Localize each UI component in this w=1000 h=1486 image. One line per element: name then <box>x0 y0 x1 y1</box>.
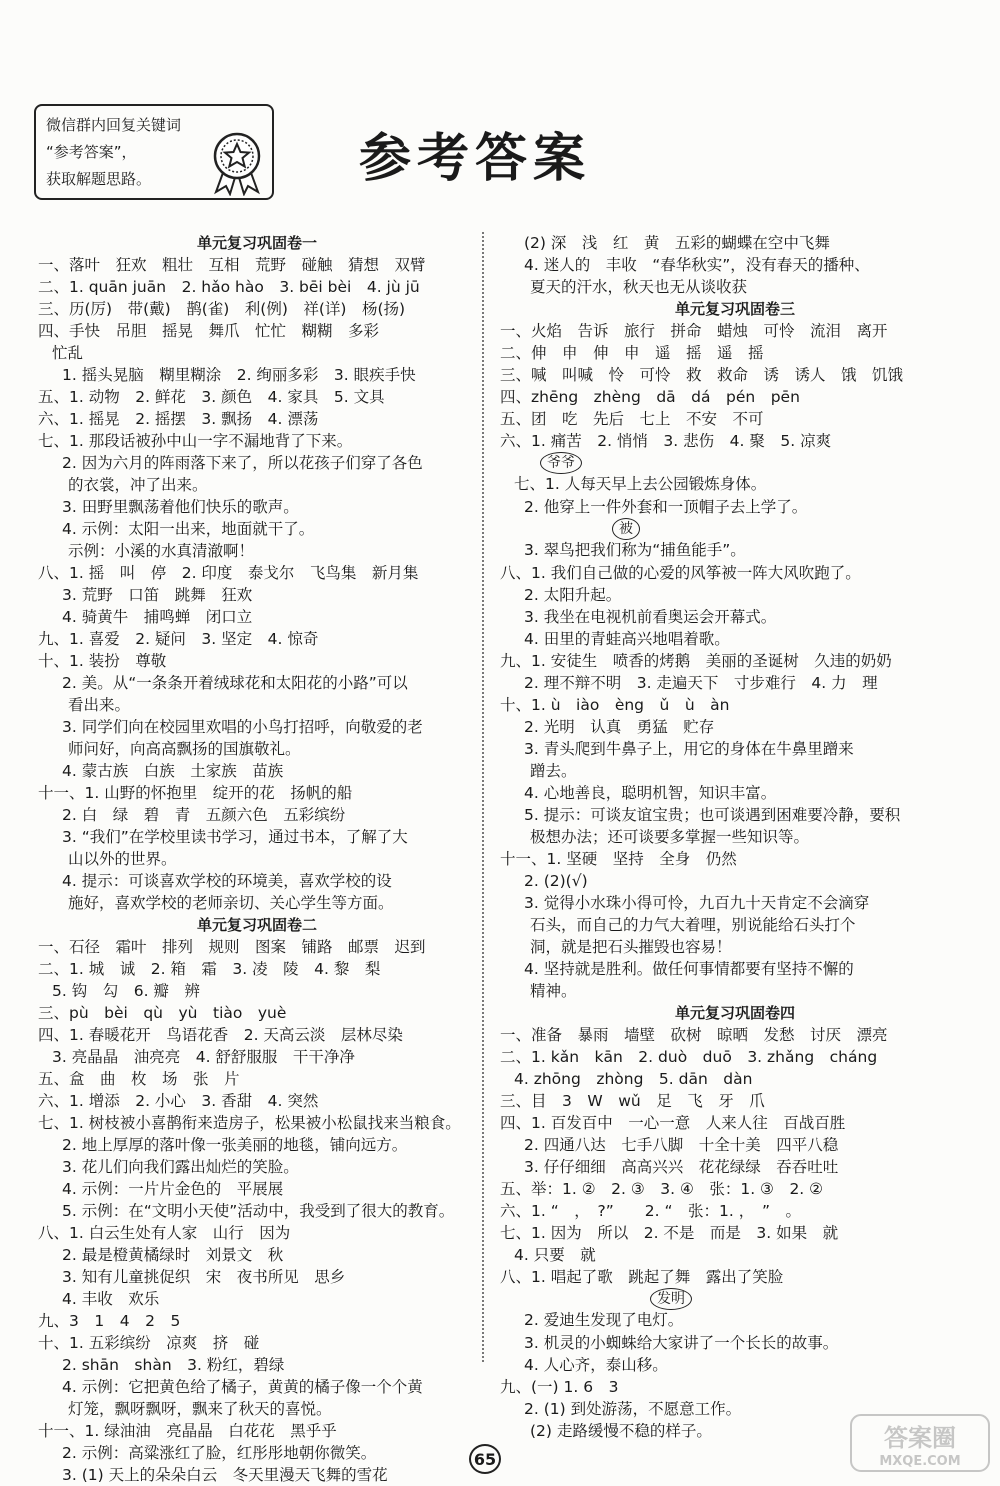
answer-line: 4. 骑黄牛 捕鸣蝉 闭口立 <box>62 608 253 626</box>
answer-line: 3. “我们”在学校里读书学习，通过书本，了解了大 <box>62 828 408 846</box>
answer-line: 2. (1) 到处游荡，不愿意工作。 <box>524 1400 742 1418</box>
answer-text: 七、1. 人每天早上去公园锻炼身体。 <box>514 475 767 493</box>
answer-line: 山以外的世界。 <box>68 850 177 868</box>
answer-line: 施好，喜欢学校的老师亲切、关心学生等方面。 <box>68 894 394 912</box>
answer-line: 3. 知有儿童挑促织 宋 夜书所见 思乡 <box>62 1268 346 1286</box>
answer-line: 3. (1) 天上的朵朵白云 冬天里漫天飞舞的雪花 <box>62 1466 388 1484</box>
answer-line: 夏天的汗水，秋天也无从谈收获 <box>530 278 748 296</box>
answer-line: 一、火焰 告诉 旅行 拼命 蜡烛 可怜 流泪 离开 <box>500 322 888 340</box>
answer-line: 3. 觉得小水珠小得可怜，九百九十天肯定不会滴穿 <box>524 894 870 912</box>
answer-line: 3. 同学们向在校园里欢唱的小鸟打招呼，向敬爱的老 <box>62 718 423 736</box>
answer-line-annotated <box>500 518 970 562</box>
answer-line: 五、举：1. ② 2. ③ 3. ④ 张：1. ③ 2. ② <box>500 1180 824 1198</box>
answer-line: 4. 提示：可谈喜欢学校的环境美，喜欢学校的设 <box>62 872 392 890</box>
section-heading: 单元复习巩固卷一 <box>196 234 317 252</box>
answer-line-annotated <box>500 1288 970 1332</box>
answer-line: 二、1. quān juān 2. hǎo hào 3. bēi bèi 4. jù jū <box>38 278 420 296</box>
answer-line: 4. 心地善良，聪明机智，知识丰富。 <box>524 784 777 802</box>
left-answer-column <box>38 232 476 1486</box>
answer-line: 1. 摇头晃脑 糊里糊涂 2. 绚丽多彩 3. 眼疾手快 <box>62 366 416 384</box>
answer-line: 3. 仔仔细细 高高兴兴 花花绿绿 吞吞吐吐 <box>524 1158 839 1176</box>
answer-text: 3. 翠鸟把我们称为“捕鱼能手”。 <box>524 541 746 559</box>
answer-line: 石头，而自己的力气大着哩，别说能给石头打个 <box>530 916 856 934</box>
answer-line: 4. 示例：它把黄色给了橘子，黄黄的橘子像一个个黄 <box>62 1378 423 1396</box>
answer-line: 2. 最是橙黄橘绿时 刘景文 秋 <box>62 1246 284 1264</box>
correction-mark: 发明 <box>650 1288 692 1310</box>
answer-line: 五、盒 曲 枚 场 张 片 <box>38 1070 240 1088</box>
answer-line: 2. shān shàn 3. 粉红，碧绿 <box>62 1356 285 1374</box>
answer-line: 5. 钩 勾 6. 瓣 辨 <box>52 982 200 1000</box>
answer-line: 十、1. ù iào èng ǔ ù àn <box>500 696 730 714</box>
answer-line: 3. 青头爬到牛鼻子上，用它的身体在牛鼻里蹭来 <box>524 740 854 758</box>
answer-line: 4. 人心齐，泰山移。 <box>524 1356 668 1374</box>
answer-line: 一、准备 暴雨 墙壁 砍树 晾晒 发愁 讨厌 漂亮 <box>500 1026 888 1044</box>
answer-line: 六、1. “ ， ?” 2. “ 张：1. ， ” 。 <box>500 1202 801 1220</box>
answer-line: 4. 示例：太阳一出来，地面就干了。 <box>62 520 315 538</box>
answer-line-annotated <box>500 452 970 496</box>
answer-line: 的衣裳，冲了出来。 <box>68 476 208 494</box>
answer-line: 三、目 3 W wǔ 足 飞 牙 爪 <box>500 1092 765 1110</box>
answer-line: 4. zhōng zhòng 5. dān dàn <box>514 1070 753 1088</box>
correction-mark: 爷爷 <box>540 452 582 474</box>
answer-line: 九、1. 喜爱 2. 疑问 3. 坚定 4. 惊奇 <box>38 630 319 648</box>
answer-text: 2. 爱迪生发现了电灯。 <box>524 1311 684 1329</box>
answer-line: 5. 示例：在“文明小天使”活动中，我受到了很大的教育。 <box>62 1202 455 1220</box>
answer-line: 忙乱 <box>52 344 84 362</box>
answer-line: 六、1. 增添 2. 小心 3. 香甜 4. 突然 <box>38 1092 319 1110</box>
answer-line: 五、团 吃 先后 七上 不安 不可 <box>500 410 764 428</box>
section-heading: 单元复习巩固卷四 <box>674 1004 795 1022</box>
answer-line: 七、1. 因为 所以 2. 不是 而是 3. 如果 就 <box>500 1224 839 1242</box>
right-column-middle-block <box>500 562 970 1288</box>
answer-line: 二、伸 申 伸 申 遥 摇 遥 摇 <box>500 344 764 362</box>
answer-line: 二、1. kǎn kān 2. duò duō 3. zhǎng cháng <box>500 1048 878 1066</box>
answer-line: 三、pù bèi qù yù tiào yuè <box>38 1004 287 1022</box>
answer-line: 五、1. 动物 2. 鲜花 3. 颜色 4. 家具 5. 文具 <box>38 388 385 406</box>
answer-text: 2. 他穿上一件外套和一顶帽子去上学了。 <box>524 498 808 516</box>
answer-line: 4. 迷人的 丰收 “春华秋实”，没有春天的播种、 <box>524 256 870 274</box>
answer-line: 十、1. 五彩缤纷 凉爽 挤 碰 <box>38 1334 260 1352</box>
column-divider <box>482 232 484 1362</box>
answer-line: 2. (2)(√) <box>524 872 588 890</box>
answer-line: 4. 丰收 欢乐 <box>62 1290 160 1308</box>
answer-line: 四、手快 吊胆 摇晃 舞爪 忙忙 糊糊 多彩 <box>38 322 380 340</box>
answer-line: 三、历(厉) 带(戴) 鹊(雀) 利(例) 祥(详) 杨(扬) <box>38 300 406 318</box>
answer-line: 2. 理不辩不明 3. 走遍天下 寸步难行 4. 力 理 <box>524 674 878 692</box>
answer-line: 八、1. 唱起了歌 跳起了舞 露出了笑脸 <box>500 1268 784 1286</box>
wechat-notice-box <box>34 104 274 200</box>
answer-line: 2. 因为六月的阵雨落下来了，所以花孩子们穿了各色 <box>62 454 423 472</box>
notice-line-1: 微信群内回复关键词 <box>46 116 182 134</box>
answer-line: 一、石径 霜叶 排列 规则 图案 铺路 邮票 迟到 <box>38 938 426 956</box>
answer-line: 2. 美。从“一条条开着绒球花和太阳花的小路”可以 <box>62 674 408 692</box>
answer-line: 2. 地上厚厚的落叶像一张美丽的地毯，铺向远方。 <box>62 1136 408 1154</box>
answer-line: 4. 田里的青蛙高兴地唱着歌。 <box>524 630 730 648</box>
answer-line: 2. 白 绿 碧 青 五颜六色 五彩缤纷 <box>62 806 346 824</box>
answer-line: 九、(一) 1. 6 3 <box>500 1378 619 1396</box>
answer-line: 六、1. 摇晃 2. 摇摆 3. 飘扬 4. 漂荡 <box>38 410 319 428</box>
answer-line: 3. 机灵的小蜘蛛给大家讲了一个长长的故事。 <box>524 1334 839 1352</box>
answer-line: 灯笼，飘呀飘呀，飘来了秋天的喜悦。 <box>68 1400 332 1418</box>
answer-line: 极想办法；还可谈要多掌握一些知识等。 <box>530 828 810 846</box>
answer-line: 十一、1. 绿油油 亮晶晶 白花花 黑乎乎 <box>38 1422 337 1440</box>
answer-line: 四、zhēng zhèng dā dá pén pēn <box>500 388 800 406</box>
right-answer-column <box>500 232 970 1442</box>
answer-line <box>500 496 970 518</box>
answer-line: 3. 荒野 口笛 跳舞 狂欢 <box>62 586 253 604</box>
section-heading: 单元复习巩固卷三 <box>674 300 795 318</box>
answer-line: 4. 示例：一片片金色的 平展展 <box>62 1180 284 1198</box>
answer-line: 精神。 <box>530 982 577 1000</box>
answer-line: 2. 光明 认真 勇猛 贮存 <box>524 718 715 736</box>
notice-line-3: 获取解题思路。 <box>46 170 152 188</box>
answer-line: 四、1. 春暖花开 鸟语花香 2. 天高云淡 层林尽染 <box>38 1026 403 1044</box>
answer-line: 师问好，向高高飘扬的国旗敬礼。 <box>68 740 301 758</box>
answer-line: 十一、1. 山野的怀抱里 绽开的花 扬帆的船 <box>38 784 353 802</box>
watermark-logo <box>850 1414 990 1472</box>
answer-line: 四、1. 百发百中 一心一意 人来人往 百战百胜 <box>500 1114 846 1132</box>
notice-line-2: “参考答案”， <box>46 143 137 161</box>
answer-line: 七、1. 那段话被孙中山一字不漏地背了下来。 <box>38 432 353 450</box>
answer-line: 一、落叶 狂欢 粗壮 互相 荒野 碰触 猜想 双臂 <box>38 256 426 274</box>
section-heading: 单元复习巩固卷二 <box>196 916 317 934</box>
answer-line: 蹭去。 <box>530 762 577 780</box>
answer-line: 2. 示例：高粱涨红了脸，红彤彤地朝你微笑。 <box>62 1444 377 1462</box>
answer-line: 七、1. 树枝被小喜鹊衔来造房子，松果被小松鼠找来当粮食。 <box>38 1114 461 1132</box>
answer-line: 示例：小溪的水真清澈啊！ <box>68 542 255 560</box>
page-number: 65 <box>469 1444 501 1474</box>
answer-line: 八、1. 摇 叫 停 2. 印度 泰戈尔 飞鸟集 新月集 <box>38 564 419 582</box>
answer-line: 三、喊 叫喊 怜 可怜 救 救命 诱 诱人 饿 饥饿 <box>500 366 904 384</box>
answer-line: 5. 提示：可谈友谊宝贵；也可谈遇到困难要冷静，要积 <box>524 806 901 824</box>
answer-line: 九、1. 安徒生 喷香的烤鹅 美丽的圣诞树 久违的奶奶 <box>500 652 892 670</box>
answer-line: (2) 走路缓慢不稳的样子。 <box>530 1422 712 1440</box>
page-title: 参考答案 <box>358 128 591 189</box>
answer-line: 3. 花儿们向我们露出灿烂的笑脸。 <box>62 1158 299 1176</box>
answer-line: 4. 只要 就 <box>514 1246 596 1264</box>
answer-line: 二、1. 城 诚 2. 箱 霜 3. 凌 陵 4. 黎 梨 <box>38 960 381 978</box>
answer-line: 十一、1. 坚硬 坚持 全身 仍然 <box>500 850 737 868</box>
right-column-top-block <box>500 232 970 452</box>
answer-line: 3. 亮晶晶 油亮亮 4. 舒舒服服 干干净净 <box>52 1048 355 1066</box>
answer-line: 看出来。 <box>68 696 131 714</box>
correction-mark: 被 <box>612 518 640 540</box>
answer-line: 八、1. 我们自己做的心爱的风筝被一阵大风吹跑了。 <box>500 564 861 582</box>
answer-line: 八、1. 白云生处有人家 山行 因为 <box>38 1224 291 1242</box>
watermark-big-text: 答案圈 <box>884 1424 956 1452</box>
answer-line: 4. 坚持就是胜利。做任何事情都要有坚持不懈的 <box>524 960 854 978</box>
answer-line: 2. 四通八达 七手八脚 十全十美 四平八稳 <box>524 1136 839 1154</box>
answer-line: 4. 蒙古族 白族 土家族 苗族 <box>62 762 284 780</box>
answer-line: 洞，就是把石头摧毁也容易！ <box>530 938 732 956</box>
answer-line: 3. 我坐在电视机前看奥运会开幕式。 <box>524 608 777 626</box>
answer-line: 2. 太阳升起。 <box>524 586 622 604</box>
answer-line: 十、1. 装扮 尊敬 <box>38 652 167 670</box>
watermark-small-text: MXQE.COM <box>879 1454 961 1469</box>
answer-line: (2) 深 浅 红 黄 五彩的蝴蝶在空中飞舞 <box>524 234 830 252</box>
answer-line: 3. 田野里飘荡着他们快乐的歌声。 <box>62 498 299 516</box>
star-ribbon-badge-icon <box>206 130 268 196</box>
answer-line: 九、3 1 4 2 5 <box>38 1312 181 1330</box>
answer-line: 六、1. 痛苦 2. 悄悄 3. 悲伤 4. 聚 5. 凉爽 <box>500 432 832 450</box>
